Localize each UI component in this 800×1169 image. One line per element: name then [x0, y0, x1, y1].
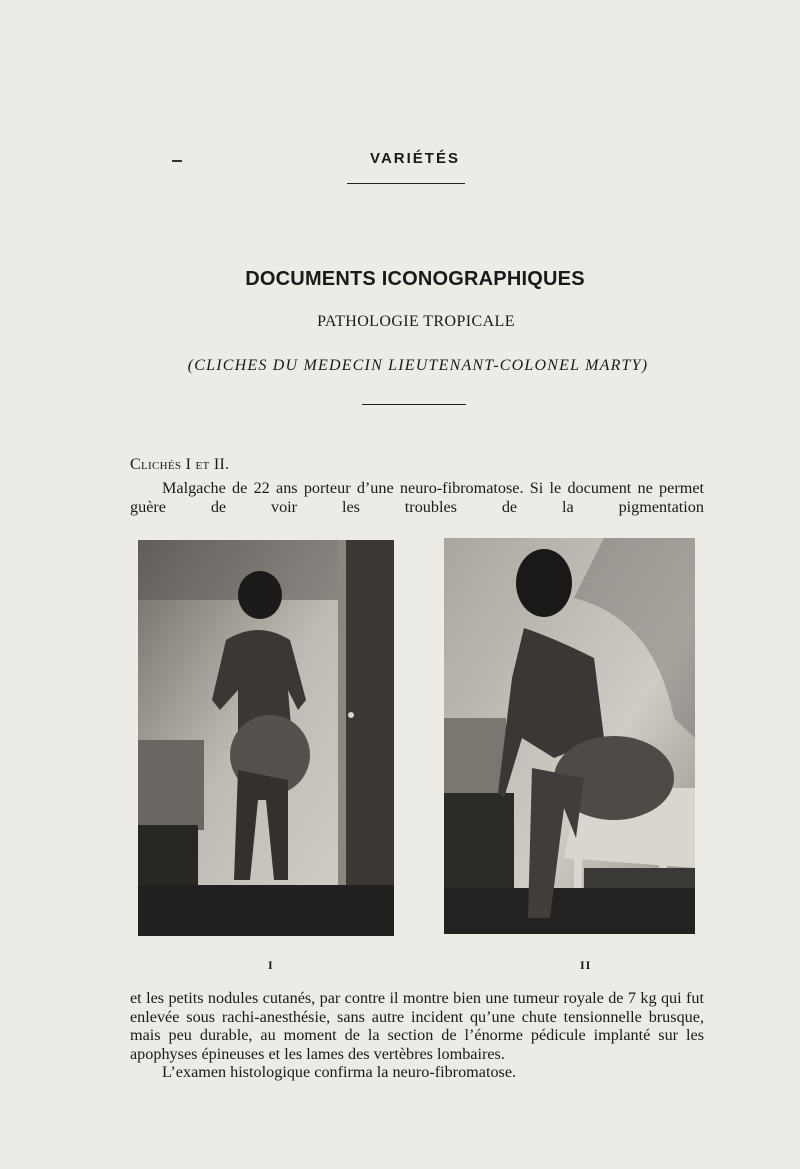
- paragraph-conclusion: L’examen histologique confirma la neuro-fibromatose.: [162, 1063, 517, 1082]
- photo-figure-1: [138, 540, 394, 936]
- section-label: VARIÉTÉS: [370, 150, 460, 167]
- cliches-heading: Clichés I et II.: [130, 456, 230, 473]
- paragraph-intro: Malgache de 22 ans porteur d’une neuro-fibromatose. Si le document ne permet guère de voir les troubles de la pigmentation: [130, 479, 704, 516]
- header-rule: [347, 183, 465, 184]
- photo-figure-2: [444, 538, 695, 934]
- article-credit: (CLICHES DU MEDECIN LIEUTENANT-COLONEL MARTY): [187, 357, 649, 374]
- article-title: DOCUMENTS ICONOGRAPHIQUES: [245, 268, 585, 290]
- article-subtitle: PATHOLOGIE TROPICALE: [317, 313, 515, 330]
- paragraph-body-text: et les petits nodules cutanés, par contre il montre bien une tumeur royale de 7 kg qui fut enlevée sous rachi-anesthésie, sans autre incident qu’une chute tensionnelle brusque, mais peu durable, au moment de la section de l’énorme pédicule implanté sur les apophyses épineuses et les lames des vertèbres lombaires.: [130, 989, 704, 1063]
- paragraph-body: [130, 989, 704, 1082]
- photo-figure-1-image: [138, 540, 394, 936]
- figure-caption-1: I: [268, 958, 274, 972]
- figure-caption-2: II: [580, 958, 592, 972]
- title-rule: [362, 404, 466, 405]
- photo-figure-2-image: [444, 538, 695, 934]
